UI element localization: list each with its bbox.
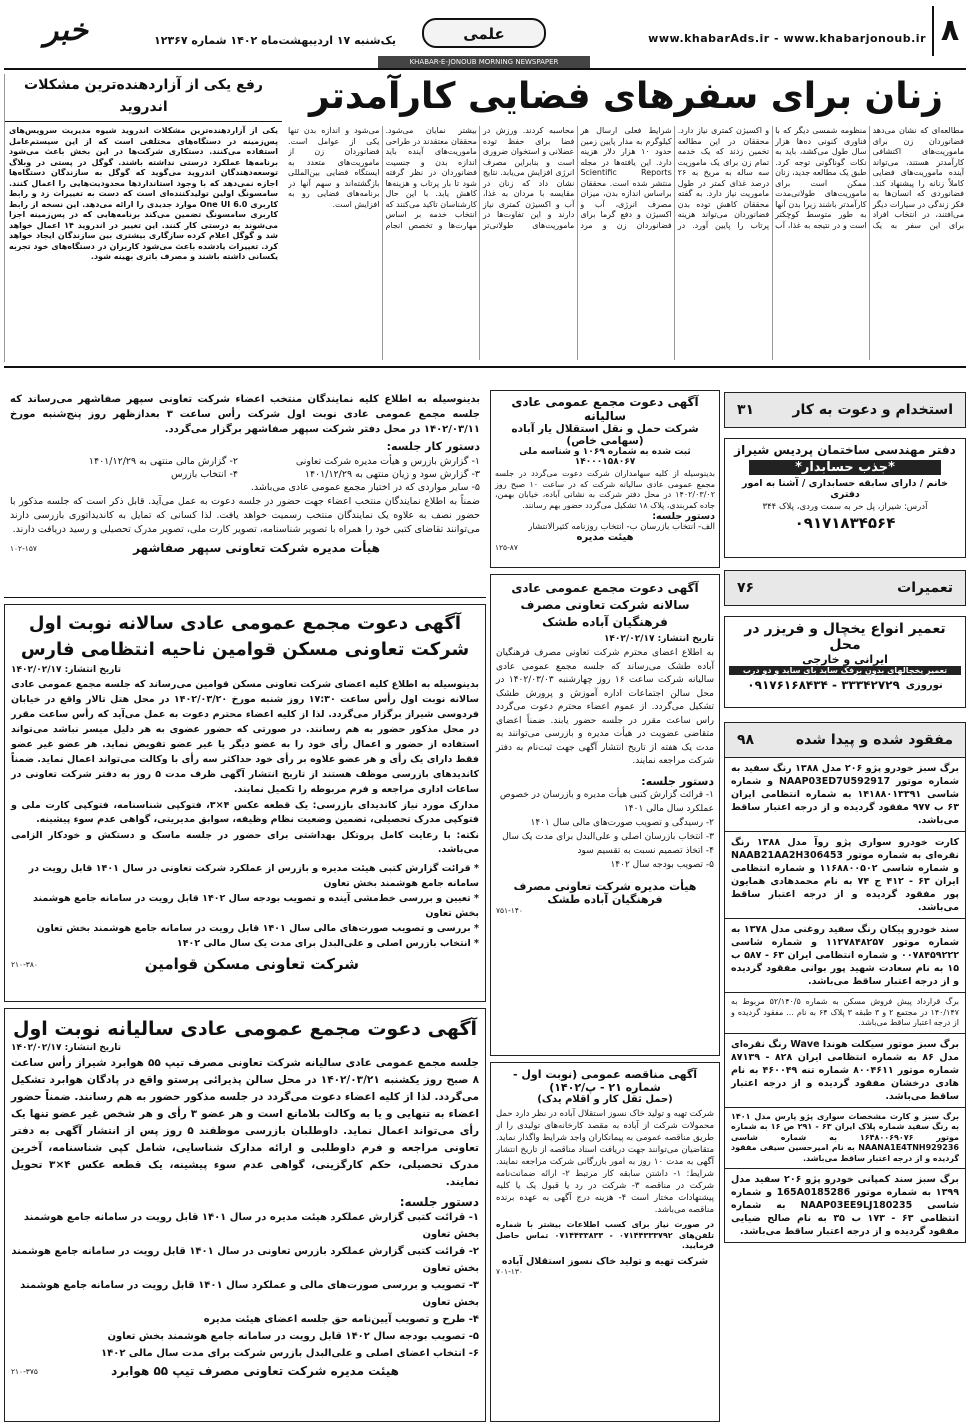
sepahr-agenda-other: ۵- سایر مواردی که در اختیار مجمع عمومی عادی می‌باشد. bbox=[250, 482, 480, 493]
header-rule bbox=[4, 68, 966, 70]
repairs-number: ۷۶ bbox=[737, 580, 755, 596]
tashk-ad-agenda-title: دستور جلسه: bbox=[641, 774, 714, 788]
lost-item-text: برگ سبز و کارت مشخصات سواری پژو پارس مدل ۱۴۰۱ به رنگ سفید شماره پلاک ایران ۶۳ - ۲۹۱ ص ۱۶ به شماره موتور ۱۶۴۸۰۰۶۹۰۷۶ به شماره شاسی NAANA1E4TNH929236 به نام امیرحسین سیفی مفقود گردیده و از درجه اعتبار ساقط می‌باشد. bbox=[731, 1111, 959, 1163]
ghavamin-ad bbox=[4, 604, 486, 1002]
newspaper-logo: خبر bbox=[43, 13, 89, 48]
date-line: یک‌شنبه ۱۷ اردیبهشت‌ماه ۱۴۰۲ شماره ۱۲۳۶۷ bbox=[154, 34, 396, 47]
tashk-ad-signature: هیأت مدیره شرکت تعاونی مصرف فرهنگیان آباده طشک bbox=[513, 879, 697, 906]
transport-ad-title: آگهی دعوت مجمع عمومی عادی سالیانه bbox=[511, 395, 699, 423]
section-tab bbox=[422, 18, 546, 48]
repairs-label: تعمیرات bbox=[897, 580, 953, 596]
tender-ad-subtitle: (حمل ثقل کار و اقلام یدک) bbox=[537, 1094, 673, 1105]
ghavamin-agenda-item: * انتخاب بازرس اصلی و علی‌البدل برای مدت یک سال مالی ۱۴۰۲ bbox=[176, 938, 479, 949]
sepahr-ad-note: ضمناً به اطلاع نمایندگان منتخب اعضاء جهت حضور در جلسه دعوت به عمل می‌آید. قابل ذکر است که جلسه مذکور با حضور نصف به علاوه یک نمایندگان منتخب رسمیت خواهد یافت. لذا کسانی که تمایل به کاندیداتوری بازرسی دارند می‌توانند تقاضای کتبی خود را همراه با تصویر شناسنامه، تصویر کارت ملی، تصویر مدرک تحصیلی و رسید دریافت دارند. bbox=[10, 496, 480, 535]
lost-item bbox=[725, 993, 965, 1034]
tip55-ad-signature: هیئت مدیره شرکت تعاونی مصرف تیپ ۵۵ هوابرد bbox=[111, 1364, 399, 1378]
ghavamin-agenda-item: * تعیین و بررسی خط‌مشی آینده و تصویب بودجه سال ۱۴۰۲ قابل رویت در سامانه جامع هوشمند بخش تعاون bbox=[33, 893, 479, 919]
ghavamin-ad-title2: شرکت تعاونی مسکن قوامین ناحیه انتظامی فارس bbox=[20, 639, 470, 660]
lost-list bbox=[724, 758, 966, 1243]
tip55-ad bbox=[4, 1008, 486, 1422]
tashk-ad-code: ۷۵۱-۱۴۰ bbox=[496, 905, 523, 915]
side-article-text: یکی از آزاردهنده‌ترین مشکلات اندروید شیوه مدیریت سرویس‌های پس‌زمینه در دستگاه‌های مختلفی است که از این سیستم‌عامل استفاده می‌کنند. دستکاری شرکت‌ها در این بخش باعث می‌شود برنامه‌ها عملکرد درستی نداشته باشند. گوگل در پستی در وبلاگ توسعه‌دهندگان اندروید می‌گوید که گوگل به سازندگان دستگاه‌ها اجازه نمی‌دهد که با وجود استانداردها محدودیت‌هایی را اعمال کنند. سامسونگ اولین تولیدکننده‌ای است که دست به تغییرات زد و رابط کاربری One UI 6.0 موارد جدیدی را ارائه می‌دهد. این نسخه از رابط کاربری سامسونگ تضمین می‌کند برنامه‌هایی که در پس‌زمینه اجرا می‌شوند به درستی کار کنند. این تغییر در اندروید ۱۴ اعمال خواهد شد و گوگل اعلام کرده سازگاری بیشتری بین سازندگان ایجاد خواهد کرد. تغییرات یادشده باعث می‌شود کاربران در دستگاه‌های خود تجربه یکسانی داشته باشند و مصرف باتری بهینه شود. bbox=[9, 126, 279, 261]
side-article bbox=[4, 74, 282, 362]
office-ad bbox=[724, 438, 966, 558]
transport-ad-subtitle: شرکت حمل و نقل استقلال یار آباده (سهامی خاص) bbox=[511, 423, 699, 447]
lost-number: ۹۸ bbox=[737, 732, 755, 748]
sepahr-agenda-item: ۳- گزارش سود و زیان منتهی به ۱۴۰۱/۱۲/۲۹ bbox=[304, 469, 480, 480]
lost-item bbox=[725, 1108, 965, 1170]
employment-number: ۳۱ bbox=[737, 402, 755, 418]
tip55-ad-code: ۲۱۰-۳۷۵ bbox=[11, 1366, 38, 1376]
lost-item-text: برگ سبز سند کمپانی خودرو پژو ۲۰۶ سفید مدل ۱۳۹۹ به شماره موتور 165A0185286 و شماره شاسی NAAP03EE9LJ180235 به شماره انتظامی ۶۳ - ۱۷۳ ب ۳۵ به نام صالح ضیایی مفقود گردیده و از درجه اعتبار ساقط می‌باشد. bbox=[731, 1174, 959, 1237]
tip55-agenda-item: ۳- تصویب و بررسی صورت‌های مالی و عملکرد سال ۱۴۰۱ قابل رویت در سامانه جامع هوشمند بخش تعاون bbox=[20, 1280, 479, 1308]
repair-ad bbox=[724, 616, 966, 708]
lost-item bbox=[725, 758, 965, 832]
main-article-text: مطالعه‌ای که نشان می‌دهد فضانوردان زن برای ماموریت‌های اکتشافی کارآمدتر هستند، می‌تواند آینده ماموریت‌های فضایی کاملاً زنانه را پیشنهاد کند. فضانوردی که انسان‌ها به فکر زندگی در سیارات دیگر می‌افتند، در انتخاب افراد برای این سفر به یک منظومه شمسی دیگر که با فناوری کنونی ده‌ها هزار سال طول می‌کشد، باید به نکات گوناگونی توجه کرد. طبق یک مطالعه جدید، زنان ممکن است برای ماموریت‌های طولانی‌مدت کارآمدتر باشند زیرا بدن آنها به طور متوسط کوچکتر است و در نتیجه به غذا، آب و اکسیژن کمتری نیاز دارد. محققان در این مطالعه تخمین زدند که یک خدمه تمام زن برای یک ماموریت سه ساله به مریخ به ۲۶ درصد غذای کمتر در طول ماموریت نیاز دارد. به گفته محققان کاهش توده بدن فضانوردان می‌تواند هزینه پرتاب را پایین آورد. در شرایط فعلی ارسال هر کیلوگرم به مدار پایین زمین حدود ۱۰ هزار دلار هزینه دارد. این یافته‌ها در مجله Scientific Reports منتشر شده است. محققان براساس اندازه بدن، میزان مصرف انرژی، آب و اکسیژن و دفع گرما برای فضانوردان زن و مرد محاسبه کردند. ورزش در فضا برای حفظ توده عضلانی و استخوان ضروری است و بنابراین مصرف انرژی افزایش می‌یابد. نتایج نشان داد که زنان در مقایسه با مردان به غذا، آب و اکسیژن کمتری نیاز دارند و این تفاوت‌ها در ماموریت‌های طولانی‌تر بیشتر نمایان می‌شود. محققان معتقدند در طراحی ماموریت‌های آینده باید اندازه بدن و جنسیت فضانوردان در نظر گرفته شود تا بار پرتاب و هزینه‌ها کاهش یابد. با این حال کارشناسان تاکید می‌کنند که انتخاب خدمه بر اساس مهارت‌ها و تخصص انجام می‌شود و اندازه بدن تنها یکی از عوامل است. فضانوردان زن از ماموریت‌های متعدد به ایستگاه فضایی بین‌المللی بازگشته‌اند و سهم آنها در برنامه‌های فضایی رو به افزایش است. bbox=[288, 126, 964, 230]
office-ad-address: آدرس: شیراز، پل حر به سمت وردی، پلاک ۳۴۴ bbox=[762, 502, 928, 512]
sepahr-ad-intro: بدینوسیله به اطلاع کلیه نمایندگان منتخب اعضاء شرکت تعاونی سپهر صفاشهر می‌رساند که جلسه مجمع عمومی عادی نوبت اول شرکت رأس ساعت ۳ بعدازظهر روز پنج‌شنبه مورخ ۱۴۰۲/۰۳/۱۱ در محل دفتر شرکت سپهر صفاشهر برگزار می‌گردد. bbox=[10, 394, 480, 435]
tender-ad-title: آگهی مناقصه عمومی (نوبت اول - شماره ۲۱ - پ/۱۴۰۲) bbox=[512, 1068, 698, 1094]
classifieds-column bbox=[724, 392, 966, 1422]
lost-label: مفقود شده و پیدا شده bbox=[795, 732, 953, 748]
repair-ad-line: تعمیر یخچالهای بدون برفک ساید بای ساید و دو درب bbox=[729, 666, 961, 675]
tip55-ad-title: آگهی دعوت مجمع عمومی عادی سالیانه نوبت اول bbox=[12, 1018, 478, 1040]
office-ad-need: *جذب حسابدار* bbox=[749, 460, 941, 475]
tip55-ad-date: تاریخ انتشار: ۱۴۰۲/۰۲/۱۷ bbox=[11, 1043, 122, 1053]
repair-ad-phone: ۰۹۱۷۶۱۶۸۴۳۴ - ۳۳۳۴۲۷۲۹ bbox=[747, 678, 900, 692]
tender-ad-body: شرکت تهیه و تولید خاک نسوز استقلال آباده در نظر دارد حمل محمولات شرکت از آباده به مقصد کارخانه‌های تولیدی را از طریق مناقصه عمومی به پیمانکاران واجد شرایط واگذار نماید. متقاضیان می‌توانند جهت دریافت اسناد مناقصه از تاریخ انتشار آگهی به مدت ۱۰ روز به امور بازرگانی شرکت مراجعه نمایند. شرایط: ۱- داشتن سابقه کار مرتبط ۲- ارائه ضمانت‌نامه شرکت در مناقصه ۳- شرکت در رد یا قبول یک یا کلیه پیشنهادات مختار است ۴- هزینه درج آگهی به عهده برنده مناقصه می‌باشد. bbox=[496, 1109, 714, 1215]
employment-label: استخدام و دعوت به کار bbox=[792, 402, 953, 418]
tip55-agenda-item: ۵- تصویب بودجه سال ۱۴۰۲ قابل رویت در سامانه جامع هوشمند بخش تعاون bbox=[107, 1331, 479, 1342]
ghavamin-ad-code: ۲۱۰-۳۸۰ bbox=[11, 959, 38, 969]
employment-header bbox=[724, 392, 966, 428]
ghavamin-agenda-item: * قرائت گزارش کتبی هیئت مدیره و بازرس از عملکرد شرکت تعاونی در سال ۱۴۰۱ قابل رویت در سامانه جامع هوشمند بخش تعاون bbox=[28, 863, 479, 889]
tashk-agenda-item: ۲- رسیدگی و تصویب صورت‌های مالی سال ۱۴۰۱ bbox=[530, 817, 714, 828]
lost-item bbox=[725, 919, 965, 993]
sepahr-ad-agenda-title: دستور کار جلسه: bbox=[386, 440, 480, 453]
lost-item bbox=[725, 1034, 965, 1108]
lost-item bbox=[725, 1169, 965, 1242]
lost-item-text: کارت خودرو سواری پژو روآ مدل ۱۳۸۸ رنگ نقره‌ای به شماره موتور NAAB21AA2H306453 و شماره شاسی ۱۱۶۸۸۰۰۵۰۲ و شماره انتظامی ایران ۶۳ - ۴۱۲ ج ۷۴ به نام محمدهادی همایون پور مفقود گردیده و از درجه اعتبار ساقط می‌باشد. bbox=[731, 837, 960, 913]
tip55-ad-body: جلسه مجمع عمومی عادی سالیانه شرکت تعاونی مصرف تیپ ۵۵ هوابرد شیراز رأس ساعت ۸ صبح روز یکشنبه ۱۴۰۲/۰۳/۲۱ در محل سالن پذیرائی پرستو واقع در پادگان هوابرد تشکیل می‌گردد. لذا از کلیه اعضاء دعوت می‌گردد در جلسه مذکور حضور به هم رسانند. ضمناً حضور اعضاء به تنهایی و یا به وکالت بلامانع است و هر عضو ۳ رأی و هر شخص غیر عضو تنها یک رأی می‌تواند اعمال نماید. داوطلبان بازرسی موظفند ۵ روز پس از انتشار آگهی به دفتر تعاونی مراجعه و فرم داوطلبی و ارائه مدارک شناسایی، شامل کپی شناسنامه، آخرین مدرک تحصیلی، حکم کارگزینی، گواهی عدم سوء پیشینه، یک قطعه عکس ۴×۳ تحویل نمایند. bbox=[11, 1057, 479, 1188]
transport-ad-signature: هیئت مدیره bbox=[576, 532, 634, 543]
office-ad-title: دفتر مهندسی ساختمان پردیس شیراز bbox=[734, 443, 956, 457]
transport-ad-body: بدینوسیله از کلیه سهامداران شرکت دعوت می‌گردد در جلسه مجمع عمومی عادی سالیانه شرکت که در ساعت ۱۰ صبح روز ۱۴۰۲/۰۳/۰۲ در محل دفتر شرکت به نشانی آباده، خیابان بهمن، جاده کمربندی، پلاک ۱۸ تشکیل می‌گردد حضور بهم رسانند. bbox=[495, 469, 716, 510]
tip55-ad-agenda-title: دستور جلسه: bbox=[399, 1195, 479, 1209]
side-article-title: رفع یکی از آزاردهنده‌ترین مشکلات اندروید bbox=[5, 74, 282, 122]
sepahr-agenda-item: ۱- گزارش بازرس و هیأت مدیره شرکت تعاونی bbox=[295, 456, 480, 467]
tender-ad-signature: شرکت تهیه و تولید خاک نسوز استقلال آباده bbox=[501, 1255, 709, 1267]
main-article-body bbox=[288, 126, 964, 360]
tip55-agenda-item: ۶- انتخاب اعضای اصلی و علی‌البدل بازرس شرکت برای مدت سال مالی ۱۴۰۲ bbox=[101, 1348, 479, 1359]
repair-ad-title: تعمیر انواع یخچال و فریزر در محل bbox=[744, 621, 946, 653]
tashk-agenda-item: ۱- قرائت گزارش کتبی هیأت مدیره و بازرسان در خصوص عملکرد سال مالی ۱۴۰۱ bbox=[499, 789, 714, 814]
ghavamin-ad-body: بدینوسیله به اطلاع کلیه اعضای شرکت تعاونی مسکن قوامین می‌رساند که جلسه مجمع عمومی عادی سالانه نوبت اول رأس ساعت ۱۷:۳۰ روز شنبه مورخ ۱۴۰۲/۰۳/۲۰ در محل هتل تالار واقع در خیابان فردوسی شیراز برگزار می‌گردد. لذا از کلیه اعضاء محترم دعوت به عمل می‌آید که رأس ساعت مقرر در محل مذکور حضور به هم رسانند. در صورتی که حضور عضوی به هر دلیل میسر نباشد می‌تواند استفاده از حضور و اعمال رأی خود را به عضو دیگر یا غیر عضو تفویض نماید. هر عضو غیر عضو فقط دارای یک رأی و هر عضو علاوه بر رأی خود حداکثر سه رأی با وکالت می‌تواند اعمال نماید. ضمناً کاندیدهای بازرسی موظف هستند از تاریخ انتشار آگهی ظرف مدت ۵ روز به دفتر شرکت تعاونی در ساعات اداری مراجعه و فرم مربوطه را تکمیل نمایند. bbox=[11, 679, 480, 795]
sepahr-agenda-item: ۲- گزارش مالی منتهی به ۱۴۰۱/۱۲/۲۹ bbox=[88, 456, 238, 467]
sepahr-agenda bbox=[10, 456, 480, 480]
sepahr-agenda-item: ۴- انتخاب بازرس bbox=[170, 469, 238, 480]
tashk-ad-body: به اطلاع اعضای محترم شرکت تعاونی مصرف فرهنگیان آباده طشک می‌رساند که جلسه مجمع عمومی عادی سالیانه شرکت ساعت ۱۶ روز چهارشنبه ۱۴۰۲/۰۳/۰۳ در محل سالن اجتماعات اداره آموزش و پرورش طشک تشکیل می‌گردد. از عموم اعضاء محترم دعوت می‌گردد راس ساعت مقرر در جلسه حضور یابند. ضمناً اعضای متقاضی عضویت در هیأت مدیره و بازرسی می‌توانند به مدت یک هفته از تاریخ انتشار آگهی جهت ثبت‌نام به دفتر شرکت مراجعه نمایند. bbox=[496, 648, 714, 766]
office-ad-phone: ۰۹۱۷۱۸۳۴۵۶۴ bbox=[794, 514, 896, 532]
page-number: ۸ bbox=[932, 6, 966, 56]
tip55-agenda-item: ۴- طرح و تصویب آیین‌نامه حق جلسه اعضای هیئت مدیره bbox=[203, 1314, 479, 1325]
lost-header bbox=[724, 722, 966, 758]
ghavamin-ad-note: نکته: با رعایت کامل پروتکل بهداشتی برای حضور در جلسه ماسک و دستکش و خودکار الزامی می‌باشد. bbox=[11, 830, 479, 855]
ghavamin-ad-date: تاریخ انتشار: ۱۴۰۲/۰۲/۱۷ bbox=[11, 665, 122, 675]
transport-ad-code: ۱۲۵-۸۷ bbox=[495, 543, 518, 552]
repairs-header bbox=[724, 570, 966, 606]
tender-ad-contact: در صورت نیاز برای کسب اطلاعات بیشتر با شماره تلفن‌های ۰۷۱۴۴۳۳۳۷۹۲ - ۰۷۱۴۴۳۳۸۳۳ تماس حاصل فرمایید. bbox=[496, 1220, 714, 1250]
tashk-ad-title: آگهی دعوت مجمع عمومی عادی سالانه شرکت تعاونی مصرف فرهنگیان آباده طشک bbox=[511, 581, 699, 629]
section-label: علمی bbox=[463, 25, 505, 43]
repair-ad-sub: ایرانی و خارجی bbox=[802, 653, 888, 666]
tender-ad-code: ۷۰۱-۱۳۰ bbox=[496, 1266, 523, 1276]
divider-mid bbox=[4, 366, 966, 368]
sepahr-ad bbox=[4, 388, 486, 598]
ghavamin-ad-docs: مدارک مورد نیاز کاندیدای بازرسی: یک قطعه عکس ۴×۳، فتوکپی شناسنامه، فتوکپی کارت ملی و فتوکپی مدرک تحصیلی، تضمین وضعیت نظام وظیفه، سوابق مدیریتی، گواهی عدم سوء پیشینه. bbox=[11, 800, 479, 825]
transport-ad-agenda-title: دستور جلسه: bbox=[652, 511, 715, 522]
office-ad-req: خانم / دارای سابقه حسابداری / آشنا به امور دفتری bbox=[742, 478, 948, 500]
ghavamin-ad-signature: شرکت تعاونی مسکن قوامین bbox=[144, 955, 359, 973]
ghavamin-agenda-item: * بررسی و تصویب صورت‌های مالی سال ۱۴۰۱ قابل رویت در سامانه جامع هوشمند بخش تعاون bbox=[36, 923, 479, 934]
tashk-agenda-item: ۴- اتخاذ تصمیم نسبت به تقسیم سود bbox=[577, 845, 714, 856]
lost-item-text: سند خودرو پیکان رنگ سفید روغنی مدل ۱۳۷۸ به شماره موتور ۱۱۲۷۸۴۸۲۵۷ و شماره شاسی ۰۰۷۸۴۵۹۲۲۲ و شماره انتظامی ایران ۶۳ - ۵۸۷ ب ۱۵ به نام سعادت شهید پور بوانی مفقود گردیده و از درجه اعتبار ساقط می‌باشد. bbox=[731, 924, 960, 987]
sepahr-ad-code: ۱۰۲-۱۵۷ bbox=[10, 543, 37, 553]
tender-ad bbox=[490, 1062, 720, 1422]
tashk-ad-date: تاریخ انتشار: ۱۴۰۲/۰۲/۱۷ bbox=[603, 634, 714, 644]
lost-item-text: برگ سبز موتور سیکلت هوندا Wave رنگ نقره‌ای مدل ۸۶ به شماره انتظامی ایران ۸۲۸ - ۸۷۱۳۹ شماره موتور ۸۰۰۴۶۱۱ شماره تنه ۴۶۰۰۴۹ به نام هادی درخشان مفقود گردیده و از درجه اعتبار ساقط می‌باشد. bbox=[731, 1038, 960, 1102]
tashk-agenda-item: ۵- تصویب بودجه سال ۱۴۰۲ bbox=[610, 859, 714, 870]
transport-ad bbox=[490, 390, 720, 568]
transport-ad-reg: ثبت شده به شماره ۱۰۶۹ و شناسه ملی ۱۴۰۰۰۱۵۸۰۶۷ bbox=[519, 447, 691, 467]
tip55-agenda-item: ۱- قرائت کتبی گزارش عملکرد هیئت مدیره در سال ۱۴۰۱ قابل رویت در سامانه جامع هوشمند بخش تعاون bbox=[23, 1212, 479, 1240]
tashk-ad bbox=[490, 574, 720, 1056]
repair-ad-name: نوروزی bbox=[905, 679, 943, 691]
site-url: www.khabarAds.ir - www.khabarjonoub.ir bbox=[648, 32, 926, 45]
masthead-strip: KHABAR-E-JONOUB MORNING NEWSPAPER bbox=[378, 56, 590, 68]
tashk-agenda-item: ۳- انتخاب بازرسان اصلی و علی‌البدل برای مدت یک سال bbox=[502, 831, 714, 842]
tip55-agenda-item: ۲- قرائت کتبی گزارش عملکرد بازرس تعاونی در سال ۱۴۰۱ قابل رویت در سامانه جامع هوشمند بخش تعاون bbox=[11, 1246, 479, 1274]
main-article-title: زنان برای سفرهای فضایی کارآمدتر bbox=[308, 76, 944, 117]
lost-item bbox=[725, 832, 965, 919]
transport-ad-agenda: الف- انتخاب بازرسان ب- انتخاب روزنامه کثیرالانتشار bbox=[528, 522, 715, 532]
lost-item-text: برگ سبز خودرو پژو ۲۰۶ مدل ۱۳۸۸ رنگ سفید به شماره موتور NAAP03ED7U592917 و شماره شاسی ۱۴۱۸۸۰۱۳۳۹۱ به شماره انتظامی ایران ۶۳ ب ۹۷۷ مفقود گردیده و از درجه اعتبار ساقط می‌باشد. bbox=[731, 763, 960, 826]
ghavamin-ad-title1: آگهی دعوت مجمع عمومی عادی سالانه نوبت اول bbox=[28, 613, 462, 634]
lost-item-text: برگ قرارداد پیش فروش مسکن به شماره ۵۲/۱۴۰/۵ مربوط به ۱۴۰/۱۴۷ در مجتمع ۲ و ۳ طبقه ۳ پلاک ۶۴ به نام ... مفقود گردیده و از درجه اعتبار ساقط می‌باشد. bbox=[731, 997, 960, 1027]
sepahr-ad-signature: هیأت مدیره شرکت تعاونی سپهر صفاشهر bbox=[133, 541, 380, 555]
